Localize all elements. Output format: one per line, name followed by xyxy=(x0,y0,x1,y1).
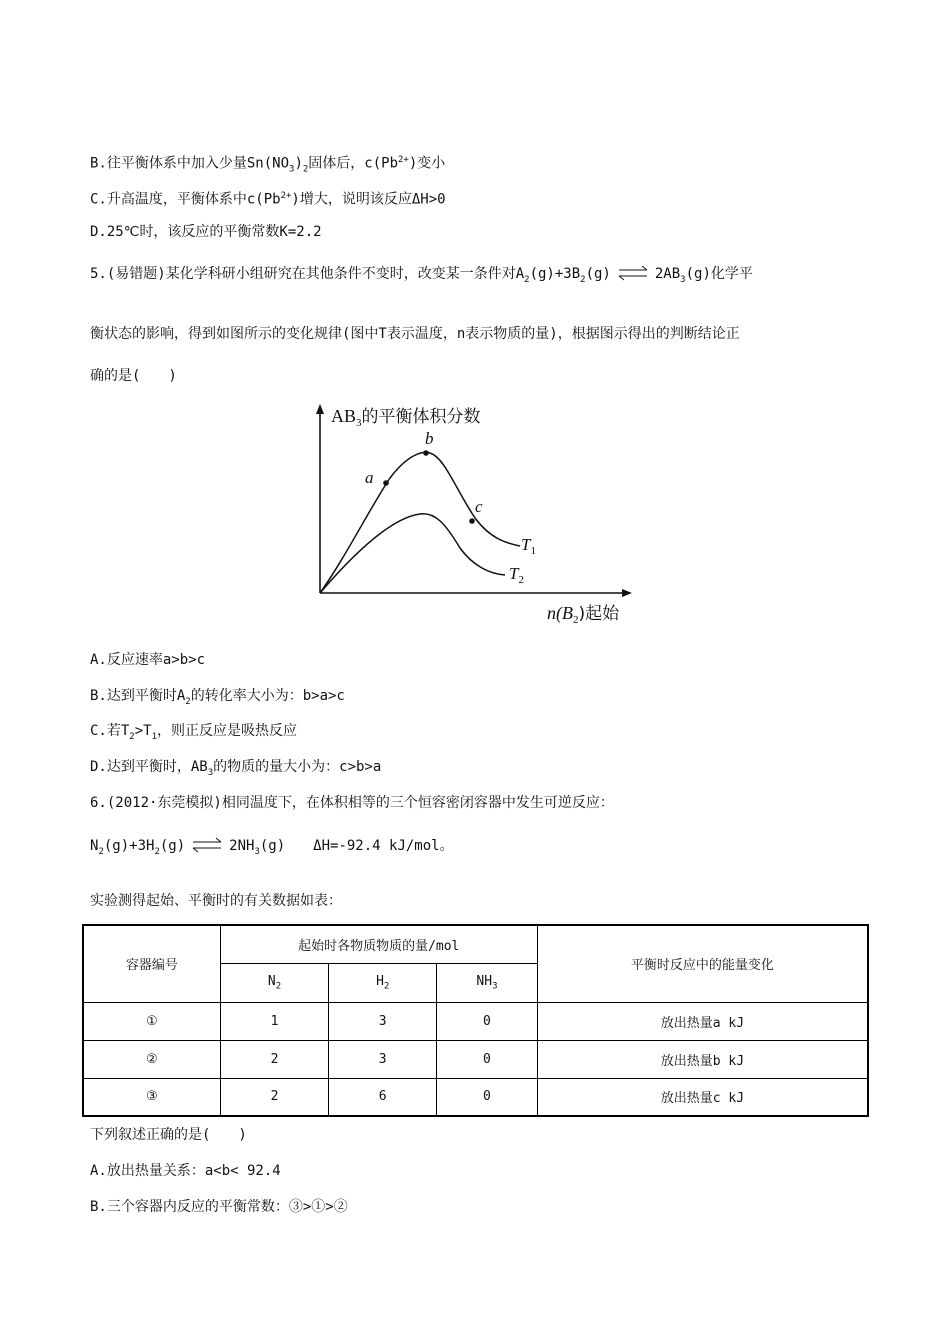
cell-nh3: 0 xyxy=(437,1040,538,1078)
cell-energy: 放出热量c kJ xyxy=(537,1078,868,1116)
subheader-h2: $H_2$ xyxy=(329,963,437,1002)
y-axis-label: $AB_3$的平衡体积分数 xyxy=(331,406,481,429)
equilibrium-arrow-icon xyxy=(613,264,653,282)
q5-stem-line1: 5.(易错题)某化学科研小组研究在其他条件不变时，改变某一条件对$A_2(g)+3B_2(g)$ $2AB_3(g)$化学平 xyxy=(90,266,753,285)
subheader-n2: $N_2$ xyxy=(220,963,329,1002)
q6-stem-line1: 6.(2012·东莞模拟)相同温度下，在体积相等的三个恒容密闭容器中发生可逆反应： xyxy=(90,795,614,811)
label-t1: $T_1$ xyxy=(521,535,536,557)
q5-stem-line2: 衡状态的影响，得到如图所示的变化规律(图中T表示温度，n表示物质的量)，根据图示得出的判断结论正 xyxy=(90,326,740,342)
q5-stem-line3: 确的是( ) xyxy=(90,368,177,384)
x-axis-arrow-icon xyxy=(622,589,632,597)
option-d-prev: D.25℃时，该反应的平衡常数K=2.2 xyxy=(90,224,322,240)
q6-option-a: A.放出热量关系：a<b< 92.4 xyxy=(90,1163,281,1179)
option-b-prev: B.往平衡体系中加入少量$Sn(NO_3)_2$固体后，$c(Pb^{2+})$变小 xyxy=(90,155,446,175)
label-c: c xyxy=(475,497,483,516)
x-axis-label: $n(B_2)$起始 xyxy=(547,603,620,626)
table-row xyxy=(83,1002,868,1040)
equilibrium-graph xyxy=(295,398,655,628)
header-start-amounts: 起始时各物质物质的量/mol xyxy=(220,925,537,963)
graph-svg xyxy=(295,398,655,628)
cell-n2: 1 xyxy=(220,1002,329,1040)
q6-option-b: B.三个容器内反应的平衡常数：③>①>② xyxy=(90,1199,348,1215)
cell-h2: 3 xyxy=(329,1002,437,1040)
header-container-id: 容器编号 xyxy=(83,925,220,1002)
cell-h2: 6 xyxy=(329,1078,437,1116)
q5-option-d: D.达到平衡时，$AB_3$的物质的量大小为：c>b>a xyxy=(90,759,382,778)
cell-n2: 2 xyxy=(220,1040,329,1078)
point-b xyxy=(423,450,429,456)
cell-id: ② xyxy=(83,1040,220,1078)
cell-id: ③ xyxy=(83,1078,220,1116)
q6-equation: $N_2(g)+3H_2(g)$ $2NH_3(g)$ ΔH=-92.4 kJ/mol。 xyxy=(90,838,454,857)
table-row xyxy=(83,1078,868,1116)
cell-n2: 2 xyxy=(220,1078,329,1116)
cell-energy: 放出热量b kJ xyxy=(537,1040,868,1078)
cell-nh3: 0 xyxy=(437,1078,538,1116)
y-axis-arrow-icon xyxy=(316,404,324,414)
point-c xyxy=(469,518,475,524)
label-b: b xyxy=(425,429,434,448)
q6-table-intro: 实验测得起始、平衡时的有关数据如表： xyxy=(90,893,342,909)
q5-option-c: C.若$T_2>T_1$，则正反应是吸热反应 xyxy=(90,723,297,742)
option-c-prev: C.升高温度，平衡体系中$c(Pb^{2+})$增大，说明该反应ΔH>0 xyxy=(90,191,446,208)
cell-energy: 放出热量a kJ xyxy=(537,1002,868,1040)
label-t2: $T_2$ xyxy=(509,564,524,586)
data-table xyxy=(82,924,869,1117)
point-a xyxy=(383,480,389,486)
cell-h2: 3 xyxy=(329,1040,437,1078)
label-a: a xyxy=(365,468,374,487)
cell-nh3: 0 xyxy=(437,1002,538,1040)
q5-option-b: B.达到平衡时$A_2$的转化率大小为：b>a>c xyxy=(90,688,345,707)
q6-question: 下列叙述正确的是( ) xyxy=(90,1127,247,1143)
q5-option-a: A.反应速率a>b>c xyxy=(90,652,206,668)
table-row xyxy=(83,1040,868,1078)
equilibrium-arrow-icon xyxy=(187,836,227,854)
header-energy-change: 平衡时反应中的能量变化 xyxy=(537,925,868,1002)
cell-id: ① xyxy=(83,1002,220,1040)
subheader-nh3: $NH_3$ xyxy=(437,963,538,1002)
curve-t2 xyxy=(320,514,505,593)
